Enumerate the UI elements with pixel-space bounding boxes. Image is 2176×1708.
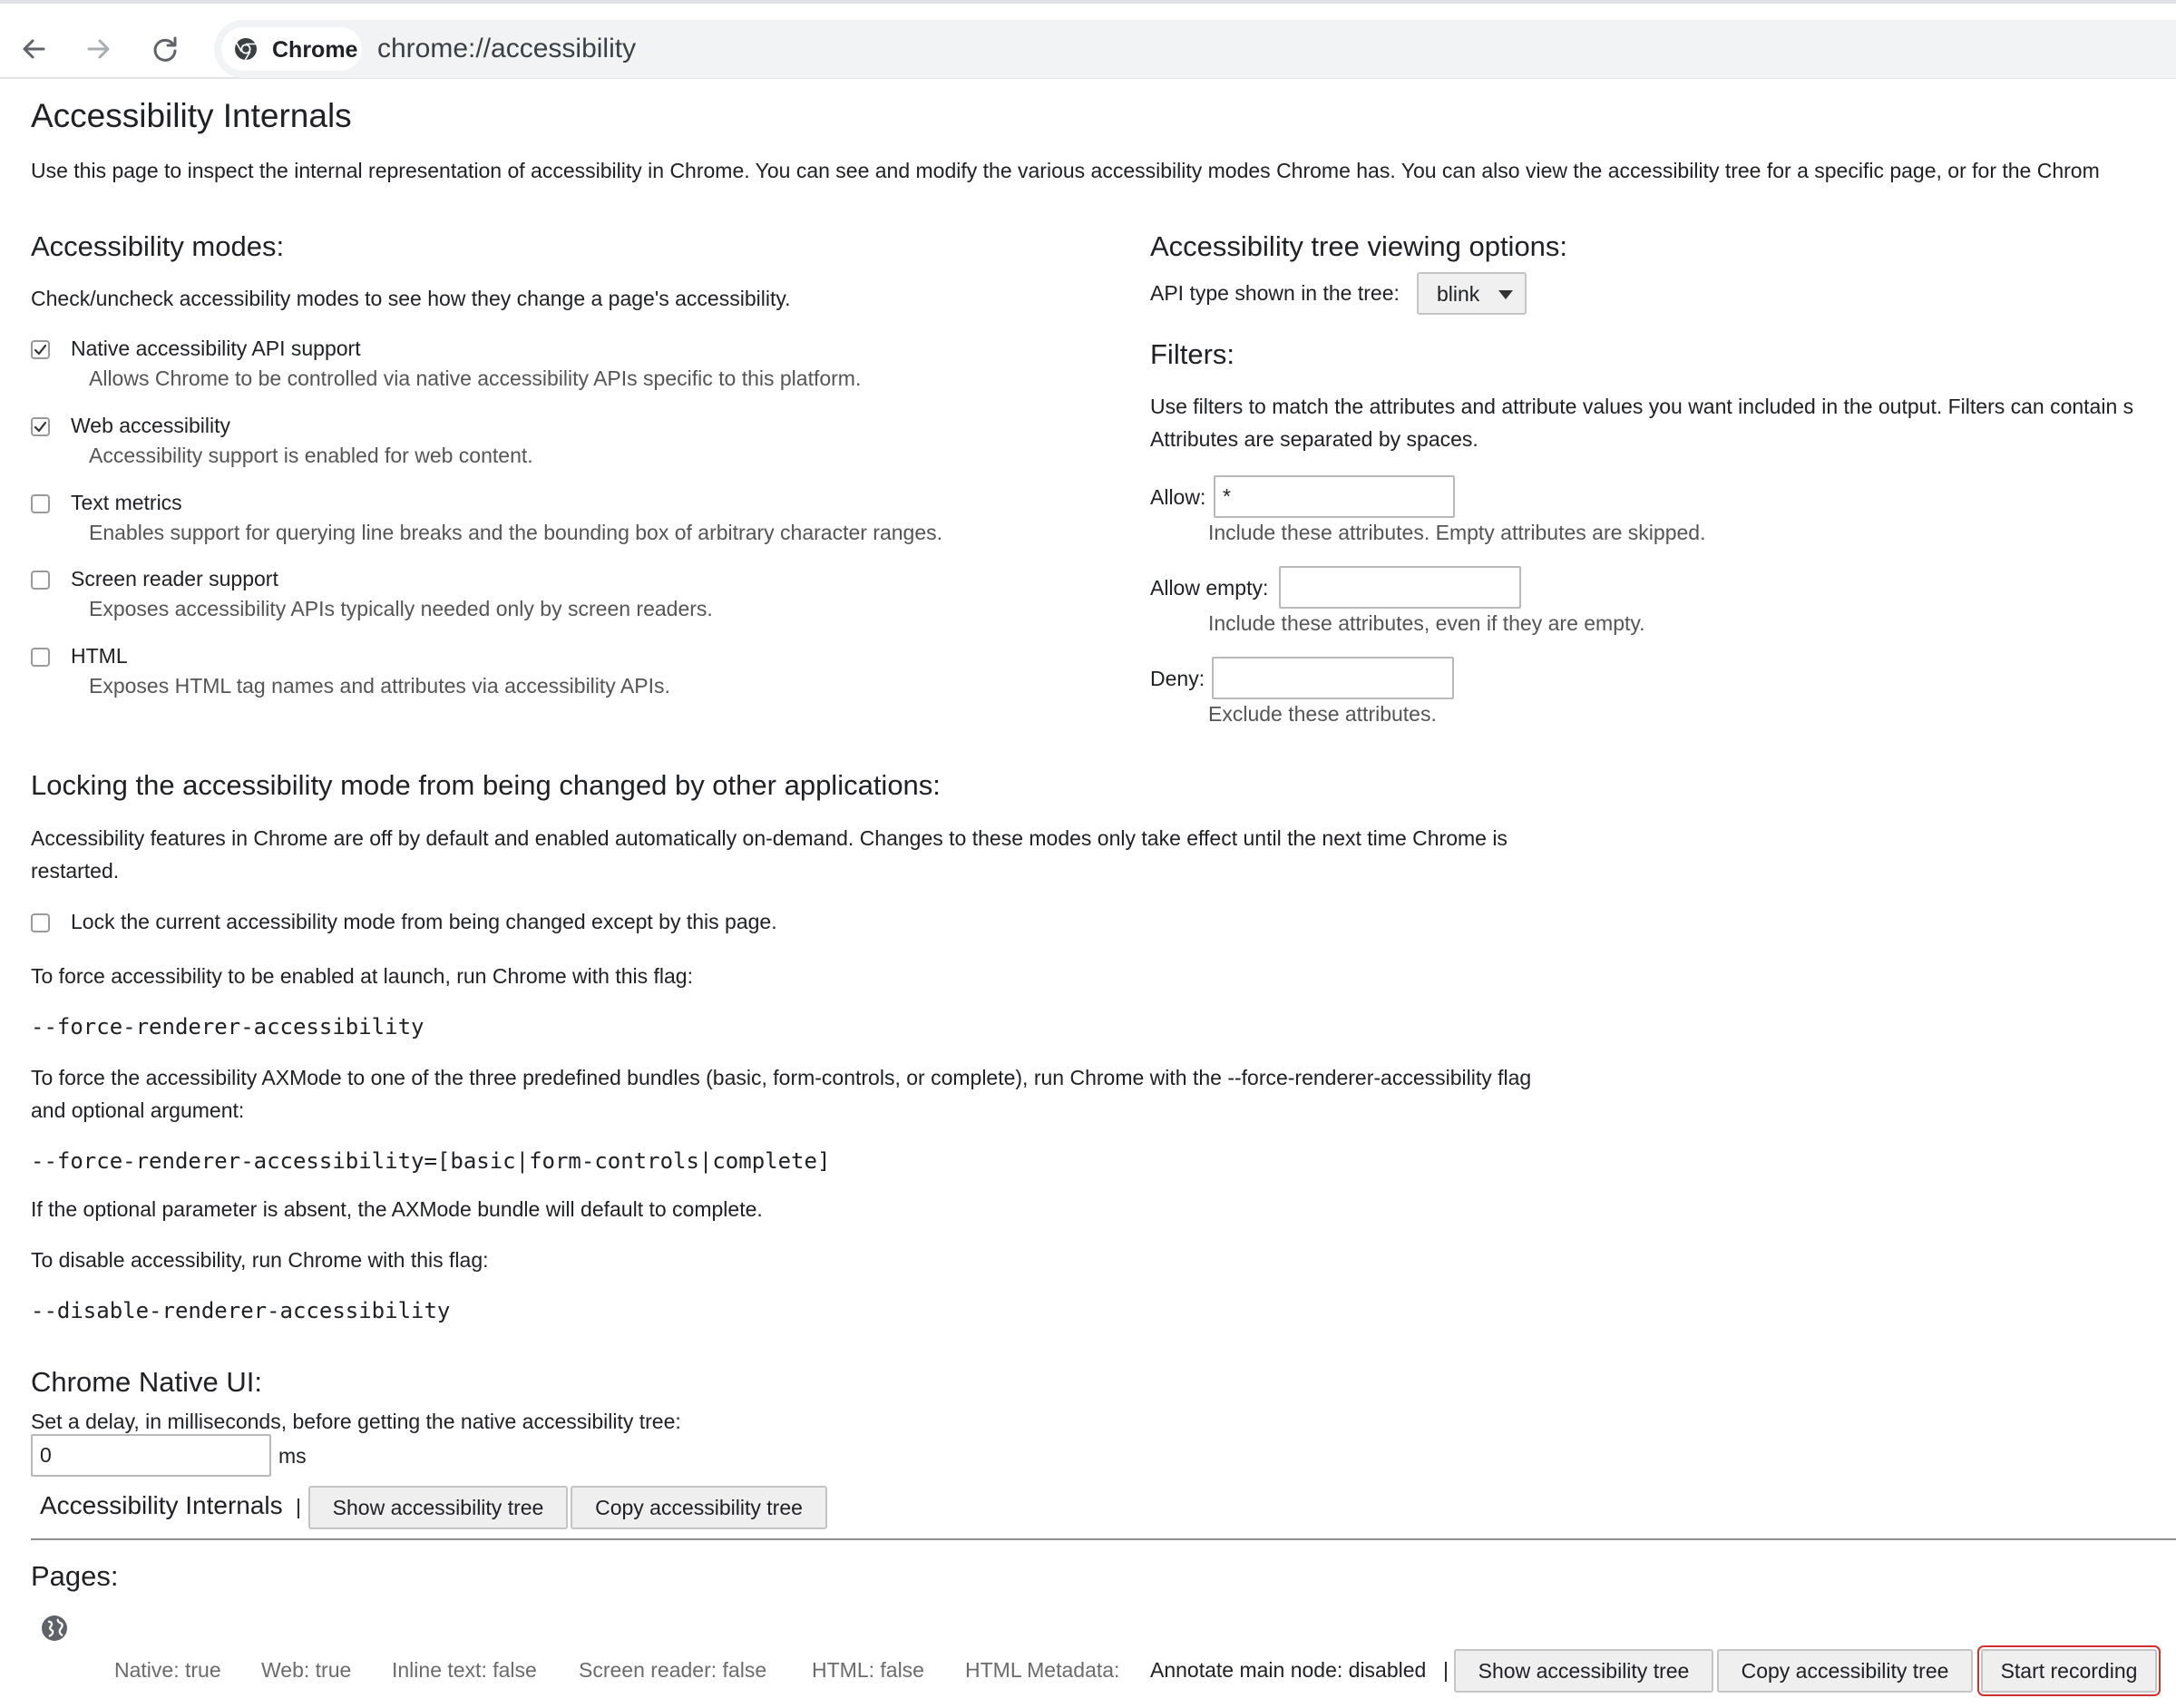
- site-chip-label: Chrome: [272, 37, 358, 63]
- checkmark-icon: [34, 420, 47, 434]
- page-flag-inline-text[interactable]: Inline text: false: [392, 1658, 537, 1682]
- native-ui-entry-name: Accessibility Internals: [40, 1491, 283, 1519]
- allow-empty-input[interactable]: [1279, 566, 1521, 609]
- native-api-checkbox[interactable]: [31, 340, 50, 359]
- page-flag-html[interactable]: HTML: false: [812, 1658, 924, 1682]
- web-accessibility-label[interactable]: Web accessibility: [71, 414, 230, 437]
- axmode-flag-code: --force-renderer-accessibility=[basic|form-controls|complete]: [31, 1148, 831, 1174]
- start-recording-button[interactable]: Start recording: [1981, 1649, 2157, 1693]
- native-ui-heading: Chrome Native UI:: [31, 1366, 262, 1398]
- delay-label: Set a delay, in milliseconds, before getting the native accessibility tree:: [31, 1410, 681, 1433]
- browser-toolbar: [0, 4, 2176, 79]
- delay-unit: ms: [278, 1444, 307, 1468]
- modes-heading: Accessibility modes:: [31, 230, 285, 262]
- text-metrics-checkbox[interactable]: [31, 494, 50, 513]
- pages-heading: Pages:: [31, 1560, 119, 1592]
- page-favicon-globe-icon: [40, 1614, 69, 1643]
- arrow-right-icon: [78, 29, 118, 69]
- text-metrics-description: Enables support for querying line breaks and the bounding box of arbitrary character ranges.: [89, 521, 943, 544]
- deny-help: Exclude these attributes.: [1208, 702, 1437, 726]
- disable-flag-code: --disable-renderer-accessibility: [31, 1298, 451, 1323]
- arrow-left-icon: [15, 29, 54, 69]
- native-copy-tree-button[interactable]: Copy accessibility tree: [571, 1486, 827, 1529]
- filters-description-line-1: Use filters to match the attributes and attribute values you want included in the output. Filters can contain s: [1150, 395, 2134, 418]
- page-title: Accessibility Internals: [31, 97, 352, 134]
- reload-icon: [145, 29, 185, 69]
- force-flag-text: To force accessibility to be enabled at launch, run Chrome with this flag:: [31, 964, 693, 988]
- native-ui-separator: |: [296, 1495, 301, 1518]
- page-show-tree-button[interactable]: Show accessibility tree: [1454, 1649, 1713, 1693]
- reload-button[interactable]: [145, 29, 185, 69]
- allow-empty-help: Include these attributes, even if they are empty.: [1208, 611, 1645, 635]
- native-api-description: Allows Chrome to be controlled via native accessibility APIs specific to this platform.: [89, 366, 862, 390]
- api-type-value: blink: [1437, 282, 1480, 306]
- html-checkbox[interactable]: [31, 648, 50, 667]
- screen-reader-description: Exposes accessibility APIs typically needed only by screen readers.: [89, 597, 713, 620]
- page-flag-web[interactable]: Web: true: [261, 1658, 352, 1682]
- lock-mode-label[interactable]: Lock the current accessibility mode from being changed except by this page.: [71, 910, 777, 933]
- checkmark-icon: [34, 343, 47, 356]
- page-flag-html-metadata[interactable]: HTML Metadata:: [965, 1658, 1120, 1682]
- screen-reader-checkbox[interactable]: [31, 571, 50, 590]
- native-show-tree-button[interactable]: Show accessibility tree: [308, 1486, 568, 1529]
- axmode-text-line-2: and optional argument:: [31, 1098, 245, 1122]
- forward-button[interactable]: [78, 29, 118, 69]
- lock-mode-checkbox[interactable]: [31, 913, 50, 932]
- filters-description-line-2: Attributes are separated by spaces.: [1150, 427, 1478, 451]
- back-button[interactable]: [15, 29, 54, 69]
- pages-separator: |: [1443, 1658, 1449, 1682]
- web-accessibility-description: Accessibility support is enabled for web content.: [89, 444, 533, 467]
- allow-help: Include these attributes. Empty attributes are skipped.: [1208, 521, 1706, 544]
- disable-flag-text: To disable accessibility, run Chrome with this flag:: [31, 1248, 489, 1272]
- page-flag-native[interactable]: Native: true: [114, 1658, 221, 1682]
- page-copy-tree-button[interactable]: Copy accessibility tree: [1717, 1649, 1973, 1693]
- address-bar[interactable]: [214, 20, 2176, 78]
- modes-description: Check/uncheck accessibility modes to see how they change a page's accessibility.: [31, 287, 791, 310]
- locking-description-line-2: restarted.: [31, 859, 120, 883]
- section-divider: [31, 1538, 2176, 1540]
- page-content: [0, 79, 2176, 1708]
- allow-empty-label: Allow empty:: [1150, 576, 1269, 600]
- delay-input[interactable]: [31, 1434, 271, 1477]
- url-text[interactable]: chrome://accessibility: [377, 34, 637, 63]
- api-type-label: API type shown in the tree:: [1150, 281, 1400, 305]
- html-label[interactable]: HTML: [71, 644, 128, 668]
- tree-options-heading: Accessibility tree viewing options:: [1150, 230, 1568, 262]
- filters-heading: Filters:: [1150, 338, 1234, 370]
- html-description: Exposes HTML tag names and attributes via accessibility APIs.: [89, 674, 670, 698]
- locking-description-line-1: Accessibility features in Chrome are off by default and enabled automatically on-demand. Changes to these modes only take effect until the next time Chrome is: [31, 826, 1508, 850]
- page-flag-screen-reader[interactable]: Screen reader: false: [579, 1658, 767, 1682]
- locking-heading: Locking the accessibility mode from being changed by other applications:: [31, 769, 941, 801]
- allow-input[interactable]: [1214, 475, 1455, 518]
- web-accessibility-checkbox[interactable]: [31, 417, 50, 436]
- default-bundle-text: If the optional parameter is absent, the AXMode bundle will default to complete.: [31, 1197, 763, 1221]
- chrome-logo-icon: [234, 37, 258, 61]
- text-metrics-label[interactable]: Text metrics: [71, 491, 182, 514]
- axmode-text-line-1: To force the accessibility AXMode to one of the three predefined bundles (basic, form-controls, or complete), run Chrome with the --force-renderer-accessibility flag: [31, 1066, 1532, 1089]
- force-flag-code: --force-renderer-accessibility: [31, 1014, 424, 1039]
- annotate-main-node-status: Annotate main node: disabled: [1150, 1658, 1427, 1682]
- api-type-select[interactable]: [1417, 272, 1527, 315]
- deny-input[interactable]: [1212, 657, 1454, 699]
- screen-reader-label[interactable]: Screen reader support: [71, 567, 278, 590]
- deny-label: Deny:: [1150, 667, 1205, 690]
- caret-down-icon: [1498, 289, 1514, 300]
- native-api-label[interactable]: Native accessibility API support: [71, 337, 361, 360]
- site-chip[interactable]: [221, 27, 362, 71]
- page-intro: Use this page to inspect the internal representation of accessibility in Chrome. You can see and modify the various accessibility modes Chrome has. You can also view the accessibility tree for a specific page, or for the Chrom: [31, 159, 2100, 182]
- allow-label: Allow:: [1150, 485, 1206, 509]
